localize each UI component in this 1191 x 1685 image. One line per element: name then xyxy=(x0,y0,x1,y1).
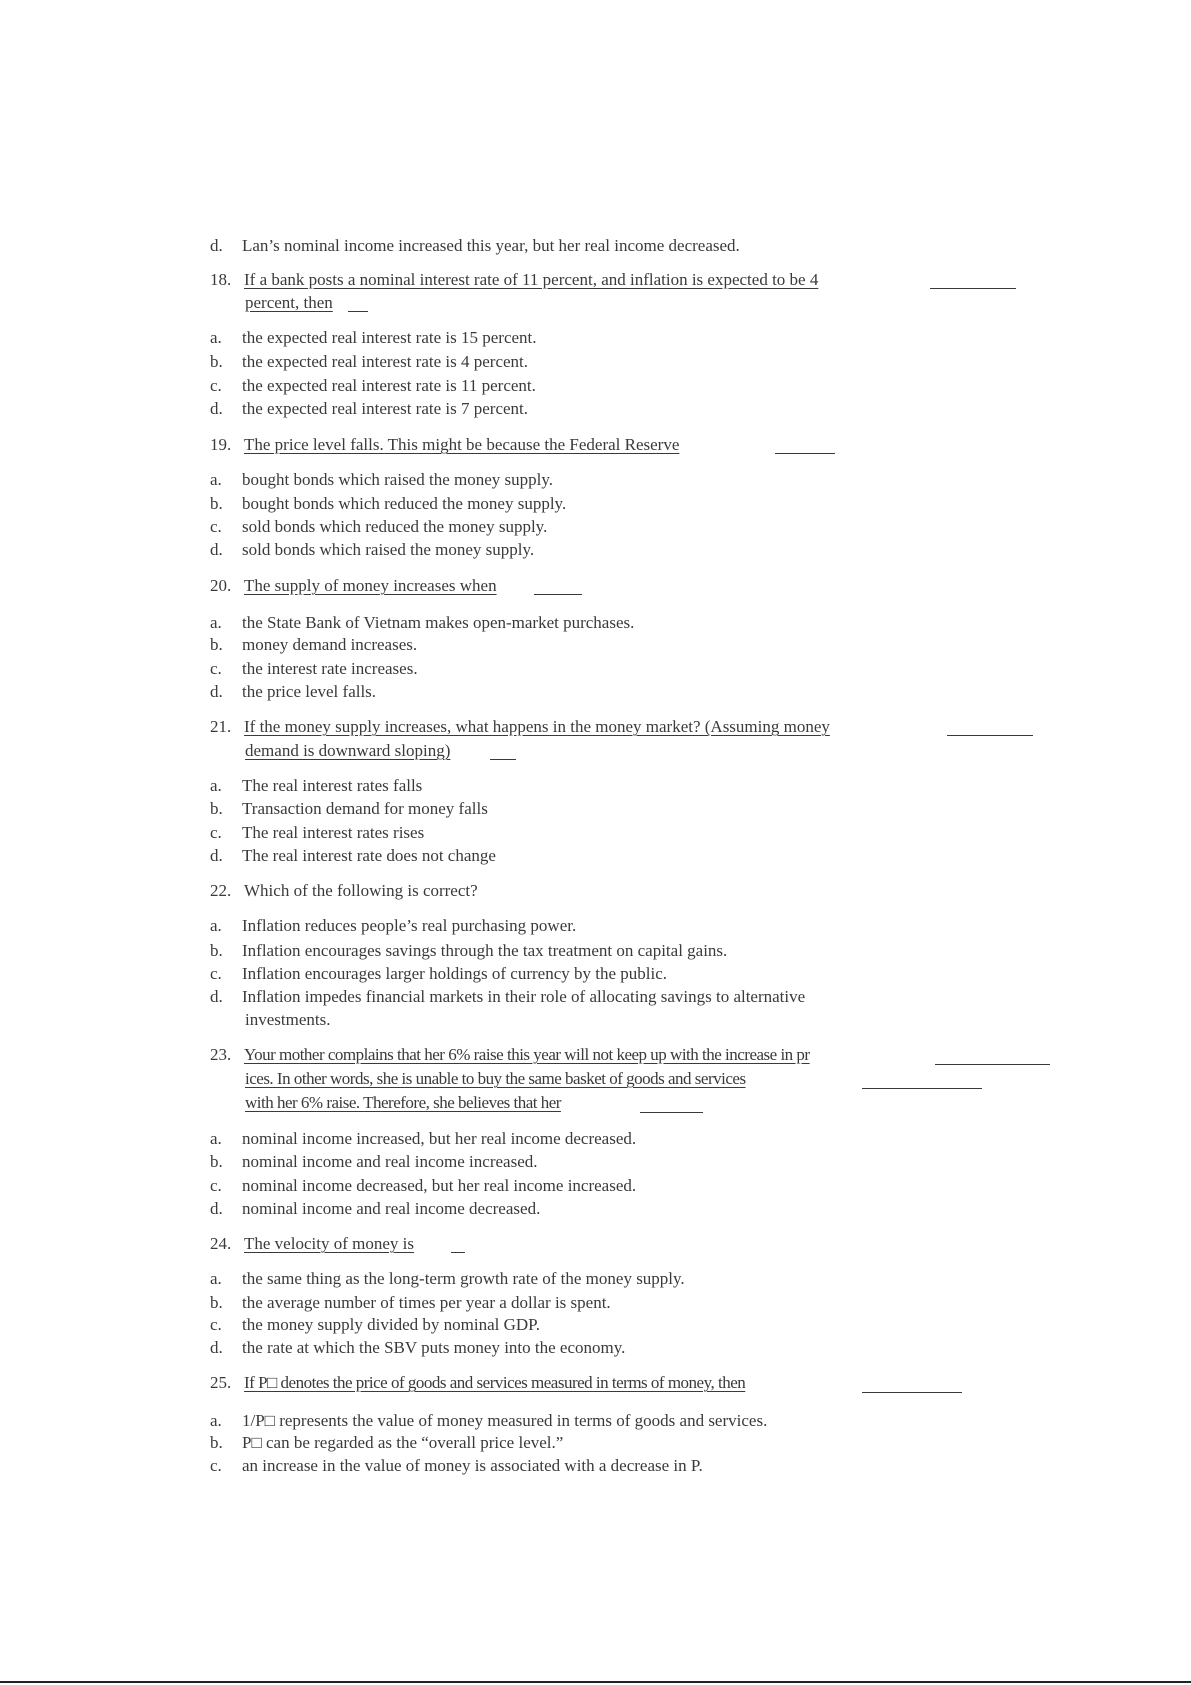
question-text: percent, then xyxy=(245,293,333,312)
question-number: 24. xyxy=(210,1234,232,1253)
option-row xyxy=(210,1338,625,1358)
question-number: 18. xyxy=(210,270,232,289)
option-label: a. xyxy=(210,776,222,795)
option-label: a. xyxy=(210,1411,222,1430)
option-text-cont: investments. xyxy=(245,1010,331,1029)
option-label: a. xyxy=(210,328,222,347)
answer-blank xyxy=(862,1088,982,1089)
option-row xyxy=(210,236,740,256)
option-row xyxy=(210,494,566,514)
question-22-stem xyxy=(210,881,478,901)
option-text: the same thing as the long-term growth rate of the money supply. xyxy=(242,1269,685,1288)
question-20-stem xyxy=(210,576,497,596)
option-label: c. xyxy=(210,1176,222,1195)
option-label: a. xyxy=(210,1269,222,1288)
answer-blank xyxy=(935,1064,1050,1065)
option-row xyxy=(210,1411,767,1431)
answer-blank xyxy=(862,1392,962,1393)
option-row xyxy=(210,613,634,633)
question-21-stem-cont xyxy=(245,741,450,761)
option-label: c. xyxy=(210,964,222,983)
option-label: d. xyxy=(210,236,223,255)
question-text: The velocity of money is xyxy=(244,1234,414,1253)
option-row xyxy=(210,470,553,490)
option-text: bought bonds which reduced the money supply. xyxy=(242,494,567,513)
option-text: nominal income increased, but her real income decreased. xyxy=(242,1129,637,1148)
option-text: the rate at which the SBV puts money into the economy. xyxy=(242,1338,626,1357)
question-text: If a bank posts a nominal interest rate of 11 percent, and inflation is expected to be 4 xyxy=(244,270,819,289)
option-row xyxy=(210,635,417,655)
question-number: 20. xyxy=(210,576,232,595)
option-label: d. xyxy=(210,399,223,418)
option-text: nominal income decreased, but her real income increased. xyxy=(242,1176,637,1195)
question-19-stem xyxy=(210,435,679,455)
option-label: b. xyxy=(210,494,223,513)
option-row xyxy=(210,376,536,396)
question-text: Which of the following is correct? xyxy=(244,881,478,900)
option-label: b. xyxy=(210,799,223,818)
question-text: demand is downward sloping) xyxy=(245,741,451,760)
option-row xyxy=(210,916,576,936)
question-text: Your mother complains that her 6% raise this year will not keep up with the increase in pr xyxy=(244,1045,810,1064)
option-text: Inflation reduces people’s real purchasing power. xyxy=(242,916,577,935)
option-text: the interest rate increases. xyxy=(242,659,418,678)
answer-blank xyxy=(640,1112,703,1113)
question-number: 21. xyxy=(210,717,232,736)
question-23-stem-cont xyxy=(245,1093,561,1113)
question-24-stem xyxy=(210,1234,414,1254)
option-text: the expected real interest rate is 11 percent. xyxy=(242,376,536,395)
question-23-stem xyxy=(210,1045,810,1065)
option-text: an increase in the value of money is associated with a decrease in P. xyxy=(242,1456,703,1475)
option-label: c. xyxy=(210,1456,222,1475)
option-label: a. xyxy=(210,916,222,935)
option-text: the price level falls. xyxy=(242,682,377,701)
option-text: The real interest rates rises xyxy=(242,823,425,842)
option-text: Lan’s nominal income increased this year, but her real income decreased. xyxy=(242,236,740,255)
option-text: The real interest rates falls xyxy=(242,776,423,795)
question-number: 25. xyxy=(210,1373,232,1392)
question-text: The supply of money increases when xyxy=(244,576,497,595)
option-label: c. xyxy=(210,517,222,536)
answer-blank xyxy=(930,288,1016,289)
option-label: d. xyxy=(210,540,223,559)
option-text: money demand increases. xyxy=(242,635,418,654)
question-18-stem-cont xyxy=(245,293,333,313)
option-text: 1/P□ represents the value of money measured in terms of goods and services. xyxy=(242,1411,768,1430)
option-text: Inflation impedes financial markets in their role of allocating savings to alternative xyxy=(242,987,806,1006)
option-row xyxy=(210,328,537,348)
option-text: the expected real interest rate is 4 percent. xyxy=(242,352,529,371)
option-text: the expected real interest rate is 15 percent. xyxy=(242,328,537,347)
option-label: a. xyxy=(210,470,222,489)
option-row xyxy=(210,1129,636,1149)
question-text: If P□ denotes the price of goods and services measured in terms of money, then xyxy=(244,1373,746,1392)
question-text: with her 6% raise. Therefore, she believes that her xyxy=(245,1093,561,1112)
option-label: d. xyxy=(210,987,223,1006)
answer-blank xyxy=(534,594,582,595)
option-text: the average number of times per year a dollar is spent. xyxy=(242,1293,611,1312)
option-row xyxy=(210,399,528,419)
answer-blank xyxy=(451,1252,465,1253)
option-row xyxy=(210,846,496,866)
answer-blank xyxy=(490,759,516,760)
option-row xyxy=(210,964,667,984)
option-row xyxy=(210,1269,685,1289)
option-row xyxy=(210,1433,563,1453)
question-number: 22. xyxy=(210,881,232,900)
option-row xyxy=(210,823,424,843)
answer-blank xyxy=(775,453,835,454)
option-text: sold bonds which raised the money supply. xyxy=(242,540,535,559)
option-label: b. xyxy=(210,941,223,960)
option-text: the money supply divided by nominal GDP. xyxy=(242,1315,540,1334)
question-25-stem xyxy=(210,1373,745,1393)
question-number: 23. xyxy=(210,1045,232,1064)
option-text: the expected real interest rate is 7 percent. xyxy=(242,399,529,418)
option-row xyxy=(210,776,422,796)
question-21-stem xyxy=(210,717,830,737)
option-label: c. xyxy=(210,823,222,842)
option-label: d. xyxy=(210,1199,223,1218)
option-text: nominal income and real income increased. xyxy=(242,1152,538,1171)
option-row xyxy=(210,987,805,1007)
question-23-stem-cont xyxy=(245,1069,746,1089)
option-row xyxy=(210,941,727,961)
question-number: 19. xyxy=(210,435,232,454)
question-text: If the money supply increases, what happens in the money market? (Assuming money xyxy=(244,717,830,736)
option-text: P□ can be regarded as the “overall price level.” xyxy=(242,1433,564,1452)
option-label: c. xyxy=(210,659,222,678)
answer-blank xyxy=(947,735,1033,736)
option-text: The real interest rate does not change xyxy=(242,846,496,865)
option-row xyxy=(210,1176,636,1196)
option-text: nominal income and real income decreased. xyxy=(242,1199,541,1218)
option-row xyxy=(210,1152,538,1172)
option-label: a. xyxy=(210,613,222,632)
option-label: b. xyxy=(210,352,223,371)
option-row xyxy=(210,540,534,560)
page-bottom-rule xyxy=(0,1681,1191,1683)
option-label: a. xyxy=(210,1129,222,1148)
option-label: b. xyxy=(210,1293,223,1312)
question-18-stem xyxy=(210,270,818,290)
option-label: c. xyxy=(210,376,222,395)
question-text: ices. In other words, she is unable to buy the same basket of goods and services xyxy=(245,1069,746,1088)
option-text: Inflation encourages larger holdings of currency by the public. xyxy=(242,964,668,983)
option-label: d. xyxy=(210,682,223,701)
option-label: b. xyxy=(210,1152,223,1171)
option-row xyxy=(210,517,547,537)
option-row xyxy=(210,1456,703,1476)
option-label: c. xyxy=(210,1315,222,1334)
option-row xyxy=(210,682,376,702)
question-text: The price level falls. This might be because the Federal Reserve xyxy=(244,435,680,454)
option-label: d. xyxy=(210,846,223,865)
option-row xyxy=(210,1293,611,1313)
option-row xyxy=(210,659,418,679)
option-row xyxy=(210,352,528,372)
option-text: the State Bank of Vietnam makes open-market purchases. xyxy=(242,613,635,632)
option-text: bought bonds which raised the money supply. xyxy=(242,470,553,489)
option-label: b. xyxy=(210,635,223,654)
option-text: Transaction demand for money falls xyxy=(242,799,488,818)
option-text: Inflation encourages savings through the tax treatment on capital gains. xyxy=(242,941,728,960)
option-row xyxy=(210,1199,540,1219)
answer-blank xyxy=(348,311,368,312)
option-label: d. xyxy=(210,1338,223,1357)
option-row xyxy=(210,1315,540,1335)
option-label: b. xyxy=(210,1433,223,1452)
option-row xyxy=(210,799,488,819)
option-text: sold bonds which reduced the money supply. xyxy=(242,517,548,536)
